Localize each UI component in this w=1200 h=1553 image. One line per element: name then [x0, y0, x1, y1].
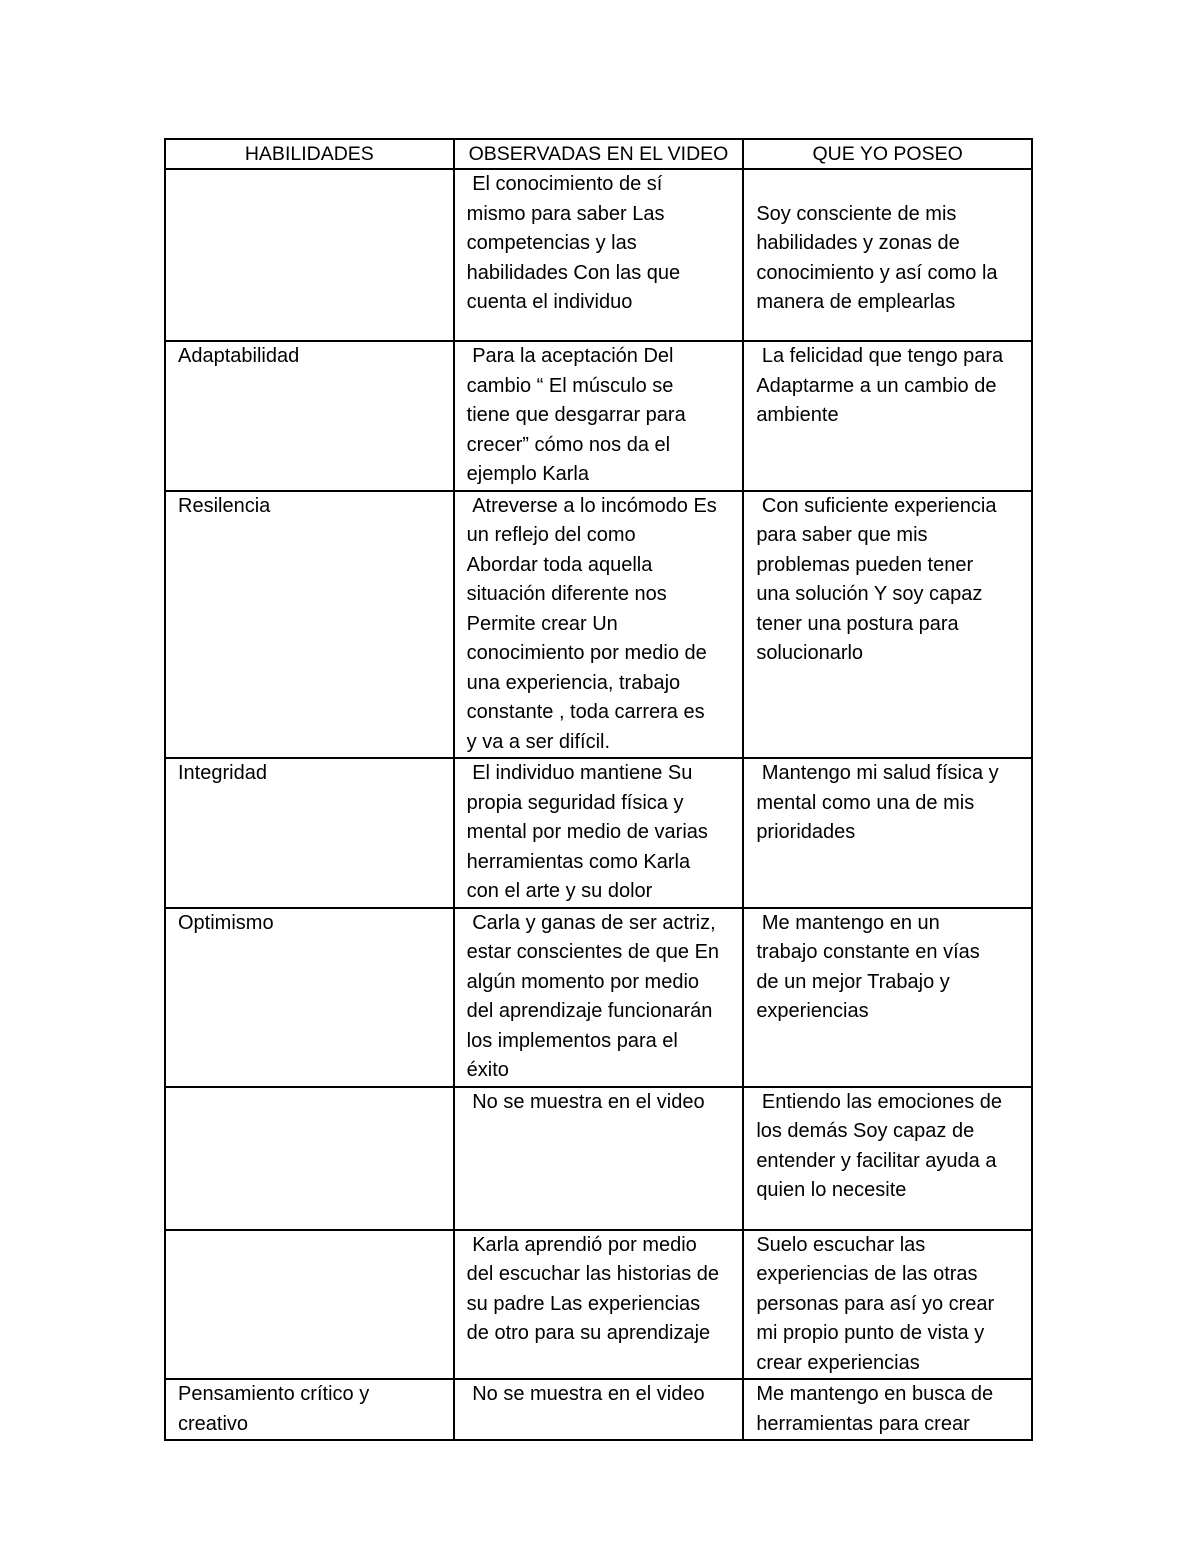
- table-row: [165, 169, 1032, 341]
- observed-cell: [454, 908, 744, 1087]
- mine-cell: [743, 758, 1032, 908]
- mine-cell: [743, 341, 1032, 491]
- skill-cell: [165, 758, 454, 908]
- table-row: [165, 341, 1032, 491]
- skill-label: Optimismo: [178, 911, 274, 934]
- mine-cell: [743, 1379, 1032, 1440]
- table-row: [165, 1379, 1032, 1440]
- observed-text: No se muestra en el video: [466, 1090, 705, 1113]
- header-observadas: OBSERVADAS EN EL VIDEO: [454, 139, 744, 169]
- skill-cell: [165, 1230, 454, 1380]
- observed-text: Atreverse a lo incómodo Es un reflejo del como Abordar toda aquella situación diferente nos Permite crear Un conocimiento por medio de una experiencia, trabajo constante , toda carrera es y va a ser difícil.: [466, 494, 717, 753]
- table-header-row: [165, 139, 1032, 169]
- table-row: [165, 1230, 1032, 1380]
- skill-cell: [165, 169, 454, 341]
- observed-text: Karla aprendió por medio del escuchar las historias de su padre Las experiencias de otro para su aprendizaje: [466, 1233, 720, 1344]
- table-row: [165, 1087, 1032, 1230]
- observed-text: El individuo mantiene Su propia seguridad física y mental por medio de varias herramientas como Karla con el arte y su dolor: [466, 762, 708, 902]
- skill-label: Pensamiento crítico y creativo: [178, 1383, 370, 1435]
- skill-label: Adaptabilidad: [178, 345, 300, 367]
- observed-text: Carla y ganas de ser actriz, estar conscientes de que En algún momento por medio del aprendizaje funcionarán los implementos para el éxito: [466, 911, 720, 1081]
- observed-text: El conocimiento de sí mismo para saber Las competencias y las habilidades Con las que cuenta el individuo: [466, 173, 681, 313]
- observed-text: Para la aceptación Del cambio “ El músculo se tiene que desgarrar para crecer” cómo nos da el ejemplo Karla: [466, 345, 686, 485]
- skill-cell: [165, 1087, 454, 1230]
- mine-text: Con suficiente experiencia para saber que mis problemas pueden tener una solución Y soy capaz tener una postura para solucionarlo: [756, 494, 997, 664]
- observed-cell: [454, 1230, 744, 1380]
- mine-text: La felicidad que tengo para Adaptarme a un cambio de ambiente: [756, 345, 1004, 426]
- mine-cell: [743, 169, 1032, 341]
- mine-text: Suelo escuchar las experiencias de las otras personas para así yo crear mi propio punto de vista y crear experiencias: [756, 1233, 995, 1374]
- mine-text: Soy consciente de mis habilidades y zonas de conocimiento y así como la manera de emplearlas: [756, 202, 998, 313]
- mine-cell: [743, 491, 1032, 759]
- table-row: [165, 758, 1032, 908]
- skill-label: Resilencia: [178, 494, 271, 517]
- mine-cell: [743, 908, 1032, 1087]
- table-row: [165, 491, 1032, 759]
- observed-cell: [454, 341, 744, 491]
- skill-cell: [165, 908, 454, 1087]
- mine-text: Me mantengo en busca de herramientas para crear: [756, 1383, 994, 1435]
- skill-cell: [165, 341, 454, 491]
- header-que-yo-poseo: QUE YO POSEO: [743, 139, 1032, 169]
- mine-text: Mantengo mi salud física y mental como una de mis prioridades: [756, 762, 999, 843]
- table-row: [165, 908, 1032, 1087]
- skill-cell: [165, 491, 454, 759]
- header-habilidades: HABILIDADES: [165, 139, 454, 169]
- observed-cell: [454, 1087, 744, 1230]
- skills-table: [164, 138, 1033, 1441]
- mine-text: Entiendo las emociones de los demás Soy capaz de entender y facilitar ayuda a quien lo necesite: [756, 1090, 1003, 1201]
- observed-cell: [454, 491, 744, 759]
- mine-cell: [743, 1230, 1032, 1380]
- skill-cell: [165, 1379, 454, 1440]
- mine-cell: [743, 1087, 1032, 1230]
- mine-text: Me mantengo en un trabajo constante en vías de un mejor Trabajo y experiencias: [756, 911, 980, 1022]
- observed-cell: [454, 1379, 744, 1440]
- observed-cell: [454, 758, 744, 908]
- skill-label: Integridad: [178, 762, 267, 784]
- observed-cell: [454, 169, 744, 341]
- observed-text: No se muestra en el video: [466, 1383, 705, 1405]
